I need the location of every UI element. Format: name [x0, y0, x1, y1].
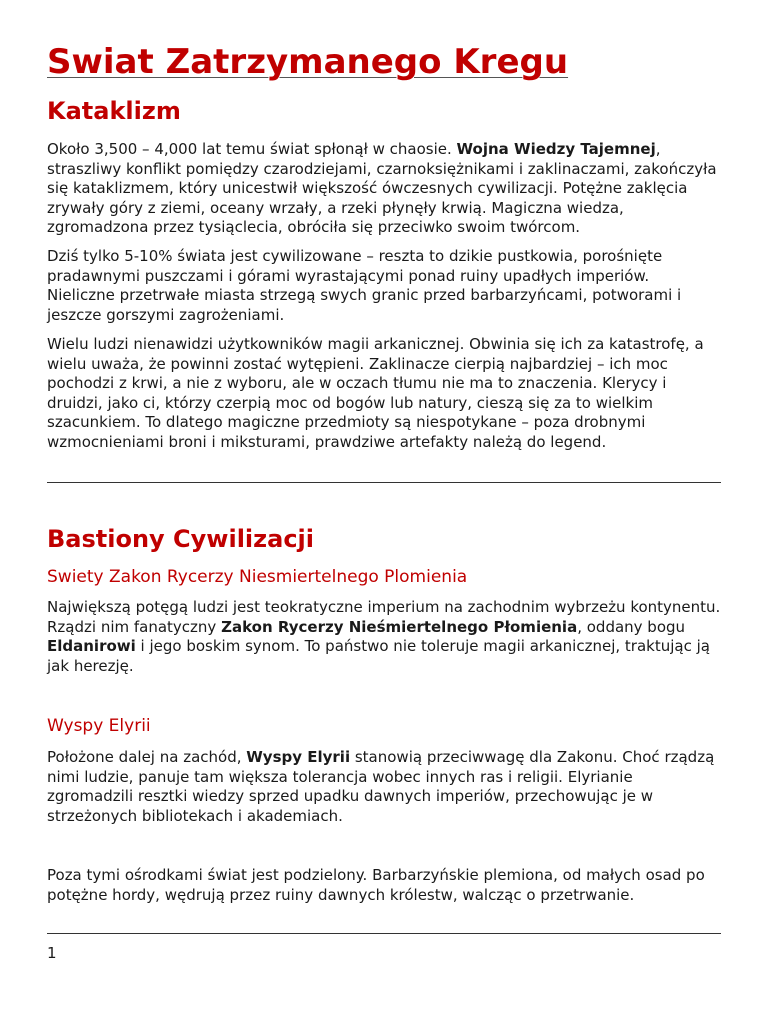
paragraph-text: i jego boskim synom. To państwo nie toleruje magii arkanicznej, traktując ją jak herezję. — [47, 637, 710, 675]
bold-term-wyspy-elyrii: Wyspy Elyrii — [246, 748, 351, 766]
bold-term-wojna-wiedzy-tajemnej: Wojna Wiedzy Tajemnej — [456, 140, 656, 158]
paragraph-closing: Poza tymi ośrodkami świat jest podzielony. Barbarzyńskie plemiona, od małych osad po potężne hordy, wędrują przez ruiny dawnych królestw, walcząc o przetrwanie. — [47, 866, 705, 904]
bold-term-zakon: Zakon Rycerzy Nieśmiertelnego Płomienia — [221, 617, 578, 636]
section-heading-bastiony: Bastiony Cywilizacji — [47, 525, 314, 553]
paragraph-text: Około 3,500 – 4,000 lat temu świat spłonął w chaosie. — [47, 140, 457, 158]
paragraph-text: , straszliwy konflikt pomiędzy czarodziejami, czarnoksiężnikami i zaklinaczami, zakończyła się kataklizmem, który unicestwił większość ówczesnych cywilizacji. Potężne zaklęcia zrywały góry z ziemi, oceany wrzały, a rzeki płynęły krwią. Magiczna wiedza, zgromadzona przez tysiąclecia, obróciła się przeciwko swoim twórcom. — [47, 140, 717, 236]
section-heading-kataklizm: Kataklizm — [47, 97, 181, 125]
paragraph-kataklizm-3: Wielu ludzi nienawidzi użytkowników magii arkanicznej. Obwinia się ich za katastrofę, a wielu uważa, że powinni zostać wytępieni. Zaklinacze cierpią najbardziej – ich moc pochodzi z krwi, a nie z wyboru, ale w oczach tłumu nie ma to znaczenia. Klerycy i druidzi, jako ci, którzy czerpią moc od bogów lub natury, cieszą się za to wielkim szacunkiem. To dlatego magiczne przedmioty są niespotykane – poza drobnymi wzmocnieniami broni i miksturami, prawdziwe artefakty należą do legend. — [47, 335, 704, 451]
paragraph-zakon — [47, 598, 721, 676]
subsection-heading-zakon: Swiety Zakon Rycerzy Niesmiertelnego Plomienia — [47, 567, 468, 587]
bold-term-eldanirowi: Eldanirowi — [47, 637, 136, 655]
footer-divider — [47, 933, 721, 934]
subsection-heading-elyria: Wyspy Elyrii — [47, 716, 151, 736]
document-title: Swiat Zatrzymanego Kregu — [47, 42, 569, 82]
paragraph-text: Położone dalej na zachód, — [47, 748, 247, 766]
paragraph-kataklizm-2: Dziś tylko 5-10% świata jest cywilizowane – reszta to dzikie pustkowia, porośnięte pradawnymi puszczami i górami wyrastającymi ponad ruiny upadłych imperiów. Nieliczne przetrwałe miasta strzegą swych granic przed barbarzyńcami, potworami i jeszcze gorszymi zagrożeniami. — [47, 247, 682, 324]
page-number: 1 — [47, 944, 57, 962]
paragraph-text: Największą potęgą ludzi jest teokratyczne imperium na zachodnim wybrzeżu kontynentu. Rządzi nim fanatyczny — [47, 598, 721, 636]
paragraph-kataklizm-1 — [47, 140, 721, 238]
horizontal-divider — [47, 482, 721, 483]
paragraph-text: , oddany bogu — [577, 617, 686, 636]
paragraph-text: stanowią przeciwwagę dla Zakonu. Choć rządzą nimi ludzie, panuje tam większa tolerancja wobec innych ras i religii. Elyrianie zgromadzili resztki wiedzy sprzed upadku dawnych imperiów, przechowując je w strzeżonych bibliotekach i akademiach. — [47, 748, 715, 825]
paragraph-elyria — [47, 748, 721, 826]
